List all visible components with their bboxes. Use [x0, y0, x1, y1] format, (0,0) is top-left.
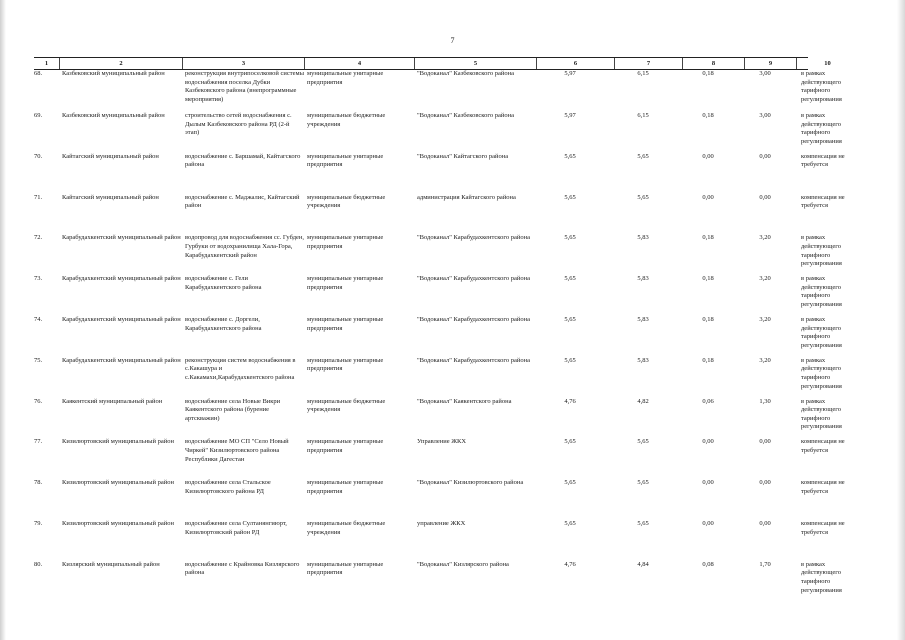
- column-number: 2: [60, 58, 183, 69]
- column-number-header: [34, 57, 831, 70]
- organization-cell: администрация Кайтагского района: [417, 193, 516, 201]
- value-col8-cell: 0,00: [702, 519, 714, 527]
- value-col6-cell: 5,65: [564, 479, 576, 487]
- note-cell: в рамках действующего тарифного регулирования: [801, 275, 842, 308]
- column-number: 5: [415, 58, 537, 69]
- value-col9-cell: 3,00: [759, 112, 771, 119]
- org-type-cell: муниципальные унитарные предприятия: [307, 560, 384, 577]
- district-cell: Кизилюртовский муниципальный район: [62, 438, 174, 446]
- value-col6-cell: 5,65: [564, 315, 576, 323]
- project-cell: водоснабжение с. Доргели, Карабудахкентского района: [185, 315, 262, 332]
- table-row: [34, 479, 845, 520]
- row-number: 75.: [34, 356, 43, 364]
- value-col8-cell: 0,18: [702, 275, 714, 283]
- organization-cell: "Водоканал" Карабудахкентского района: [417, 315, 530, 323]
- value-col7-cell: 5,65: [637, 479, 649, 487]
- project-cell: водоснабжение с. Баршамай, Кайтагского района: [185, 152, 301, 169]
- table-row: [34, 112, 842, 153]
- project-cell: реконструкция внутрипоселковой системы водоснабжения поселка Дубки Казбековского района (внепрограммные мероприятия): [185, 70, 304, 103]
- row-number: 69.: [34, 112, 43, 119]
- organization-cell: "Водоканал" Карабудахкентского района: [417, 356, 530, 364]
- value-col8-cell: 0,08: [702, 560, 714, 568]
- table-row: [34, 70, 842, 112]
- org-type-cell: муниципальные бюджетные учреждения: [307, 193, 386, 210]
- column-number: 8: [683, 58, 745, 69]
- note-cell: компенсация не требуется: [801, 519, 845, 536]
- value-col9-cell: 0,00: [759, 479, 771, 487]
- org-type-cell: муниципальные унитарные предприятия: [307, 234, 384, 250]
- value-col6-cell: 5,65: [564, 152, 576, 160]
- value-col8-cell: 0,00: [702, 152, 714, 160]
- value-col6-cell: 5,97: [564, 70, 576, 77]
- note-cell: компенсация не требуется: [801, 438, 845, 454]
- district-cell: Кизилюртовский муниципальный район: [62, 519, 174, 527]
- document-table: [34, 57, 845, 602]
- district-cell: Кайтагский муниципальный район: [62, 152, 159, 160]
- org-type-cell: муниципальные унитарные предприятия: [307, 275, 384, 291]
- project-cell: водоснабжение МО СП "Село Новый Чиркей" Кизилюртовского района Республики Дагестан: [185, 438, 289, 463]
- note-cell: в рамках действующего тарифного регулирования: [801, 560, 842, 594]
- org-type-cell: муниципальные унитарные предприятия: [307, 356, 384, 373]
- value-col9-cell: 1,70: [759, 560, 771, 568]
- value-col9-cell: 3,20: [759, 234, 771, 242]
- value-col7-cell: 5,65: [637, 152, 649, 160]
- table-row: [34, 193, 845, 235]
- value-col8-cell: 0,06: [702, 397, 714, 405]
- project-cell: реконструкция систем водоснабжения в с.Какашура и с.Какамахи,Карабудахкентского района: [185, 356, 296, 381]
- district-cell: Кайтагский муниципальный район: [62, 193, 159, 201]
- value-col9-cell: 3,20: [759, 315, 771, 323]
- value-col9-cell: 0,00: [759, 193, 771, 201]
- value-col8-cell: 0,00: [702, 479, 714, 487]
- org-type-cell: муниципальные бюджетные учреждения: [307, 519, 386, 536]
- note-cell: в рамках действующего тарифного регулирования: [801, 70, 842, 103]
- value-col7-cell: 5,65: [637, 519, 649, 527]
- value-col7-cell: 6,15: [637, 70, 649, 77]
- note-cell: компенсация не требуется: [801, 479, 845, 495]
- organization-cell: управление ЖКХ: [417, 519, 466, 527]
- note-cell: в рамках действующего тарифного регулирования: [801, 234, 842, 268]
- value-col7-cell: 4,84: [637, 560, 649, 568]
- value-col6-cell: 5,65: [564, 519, 576, 527]
- value-col6-cell: 4,76: [564, 397, 576, 405]
- value-col9-cell: 3,20: [759, 275, 771, 283]
- district-cell: Казбековский муниципальный район: [62, 112, 165, 119]
- district-cell: Каякентский муниципальный район: [62, 397, 163, 405]
- value-col6-cell: 5,65: [564, 356, 576, 364]
- value-col7-cell: 5,83: [637, 275, 649, 283]
- value-col9-cell: 1,30: [759, 397, 771, 405]
- table-row: [34, 315, 842, 357]
- district-cell: Карабудахкентский муниципальный район: [62, 275, 181, 283]
- note-cell: компенсация не требуется: [801, 193, 845, 210]
- value-col6-cell: 5,65: [564, 438, 576, 446]
- value-col7-cell: 5,83: [637, 315, 649, 323]
- scan-shadow-left: [0, 0, 6, 640]
- column-number: 4: [305, 58, 415, 69]
- org-type-cell: муниципальные унитарные предприятия: [307, 438, 384, 454]
- value-col7-cell: 6,15: [637, 112, 649, 119]
- value-col6-cell: 5,65: [564, 234, 576, 242]
- page-number: 7: [450, 36, 455, 45]
- note-cell: компенсация не требуется: [801, 152, 845, 169]
- project-cell: водоснабжение с. Гели Карабудахкентского района: [185, 275, 262, 291]
- value-col6-cell: 4,76: [564, 560, 576, 568]
- org-type-cell: муниципальные унитарные предприятия: [307, 479, 384, 495]
- value-col8-cell: 0,00: [702, 438, 714, 446]
- column-number: 7: [615, 58, 683, 69]
- value-col7-cell: 5,83: [637, 234, 649, 242]
- value-col9-cell: 3,20: [759, 356, 771, 364]
- value-col8-cell: 0,18: [702, 315, 714, 323]
- project-cell: водоснабжение села Стальское Кизилюртовского района РД: [185, 479, 271, 495]
- project-cell: водопровод для водоснабжения сс. Губден, Гурбуки от водохранилища Хала-Гора, Карабудахкентский район: [185, 234, 305, 259]
- org-type-cell: муниципальные унитарные предприятия: [307, 70, 384, 86]
- table-row: [34, 152, 845, 194]
- row-number: 73.: [34, 275, 43, 283]
- project-cell: водоснабжение с. Маджалис, Кайтагский район: [185, 193, 300, 210]
- value-col9-cell: 0,00: [759, 152, 771, 160]
- org-type-cell: муниципальные унитарные предприятия: [307, 315, 384, 332]
- value-col9-cell: 0,00: [759, 519, 771, 527]
- row-number: 70.: [34, 152, 43, 160]
- project-cell: водоснабжение села Новые Викри Каякентского района (бурение артскважин): [185, 397, 281, 422]
- value-col7-cell: 5,65: [637, 193, 649, 201]
- organization-cell: "Водоканал" Карабудахкентского района: [417, 234, 530, 242]
- column-number: 3: [183, 58, 305, 69]
- district-cell: Карабудахкентский муниципальный район: [62, 315, 181, 323]
- column-number: 1: [34, 58, 60, 69]
- district-cell: Кизилюртовский муниципальный район: [62, 479, 174, 487]
- table-row: [34, 356, 842, 398]
- row-number: 78.: [34, 479, 43, 487]
- row-number: 68.: [34, 70, 43, 77]
- organization-cell: "Водоканал" Кизлярского района: [417, 560, 509, 568]
- value-col8-cell: 0,18: [702, 112, 714, 119]
- column-number: 10: [824, 60, 831, 67]
- row-number: 71.: [34, 193, 43, 201]
- organization-cell: "Водоканал" Казбековского района: [417, 70, 514, 77]
- value-col6-cell: 5,65: [564, 275, 576, 283]
- table-row: [34, 397, 842, 439]
- value-col9-cell: 3,00: [759, 70, 771, 77]
- column-number: 6: [537, 58, 615, 69]
- row-number: 79.: [34, 519, 43, 527]
- note-cell: в рамках действующего тарифного регулирования: [801, 356, 842, 390]
- project-cell: водоснабжение с Крайновка Кизлярского района: [185, 560, 300, 577]
- district-cell: Карабудахкентский муниципальный район: [62, 234, 181, 242]
- table-row: [34, 519, 845, 561]
- value-col7-cell: 5,65: [637, 438, 649, 446]
- note-cell: в рамках действующего тарифного регулирования: [801, 315, 842, 349]
- value-col8-cell: 0,18: [702, 70, 714, 77]
- table-body: [34, 70, 845, 602]
- table-row: [34, 275, 842, 316]
- district-cell: Кизлярский муниципальный район: [62, 560, 160, 568]
- organization-cell: "Водоканал" Кайтагского района: [417, 152, 509, 160]
- value-col8-cell: 0,00: [702, 193, 714, 201]
- row-number: 74.: [34, 315, 43, 323]
- value-col7-cell: 5,83: [637, 356, 649, 364]
- organization-cell: "Водоканал" Карабудахкентского района: [417, 275, 530, 283]
- row-number: 76.: [34, 397, 43, 405]
- value-col9-cell: 0,00: [759, 438, 771, 446]
- column-number: 9: [745, 58, 797, 69]
- organization-cell: "Водоканал" Кизилюртовского района: [417, 479, 524, 487]
- row-number: 72.: [34, 234, 43, 242]
- table-row: [34, 234, 842, 275]
- value-col8-cell: 0,18: [702, 356, 714, 364]
- row-number: 80.: [34, 560, 43, 568]
- table-row: [34, 438, 845, 479]
- org-type-cell: муниципальные унитарные предприятия: [307, 152, 384, 169]
- organization-cell: "Водоканал" Каякентского района: [417, 397, 512, 405]
- org-type-cell: муниципальные бюджетные учреждения: [307, 397, 386, 414]
- note-cell: в рамках действующего тарифного регулирования: [801, 397, 842, 431]
- table-row: [34, 560, 842, 602]
- organization-cell: "Водоканал" Казбековского района: [417, 112, 514, 119]
- value-col6-cell: 5,97: [564, 112, 576, 119]
- district-cell: Казбековский муниципальный район: [62, 70, 165, 77]
- project-cell: водоснабжение села Султанянгиюрт, Кизилюртовский район РД: [185, 519, 287, 536]
- project-cell: строительство сетей водоснабжения с. Дылым Казбековского района РД (2-й этап): [185, 112, 292, 137]
- organization-cell: Управление ЖКХ: [417, 438, 467, 446]
- value-col7-cell: 4,82: [637, 397, 649, 405]
- value-col6-cell: 5,65: [564, 193, 576, 201]
- scan-shadow-right: [897, 0, 905, 640]
- note-cell: в рамках действующего тарифного регулирования: [801, 112, 842, 145]
- value-col8-cell: 0,18: [702, 234, 714, 242]
- row-number: 77.: [34, 438, 43, 446]
- district-cell: Карабудахкентский муниципальный район: [62, 356, 181, 364]
- org-type-cell: муниципальные бюджетные учреждения: [307, 112, 386, 128]
